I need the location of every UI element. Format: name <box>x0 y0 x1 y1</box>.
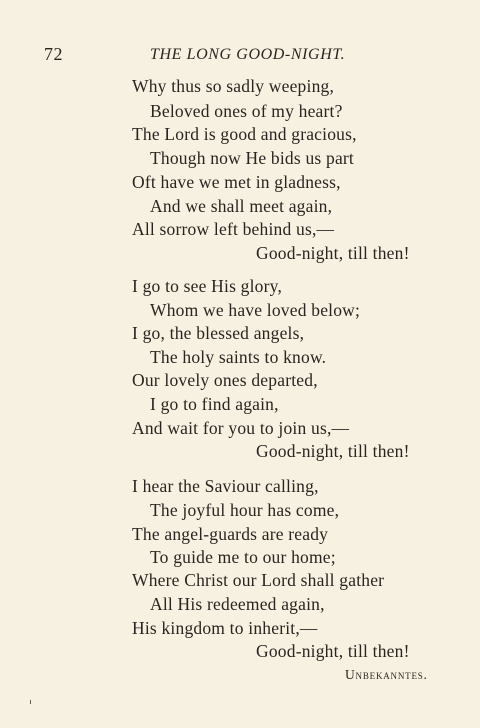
running-title: THE LONG GOOD-NIGHT. <box>150 46 346 63</box>
poem-line: I go to find again, <box>150 394 279 414</box>
poem-line: The Lord is good and gracious, <box>132 124 357 144</box>
poem-line: Why thus so sadly weeping, <box>132 76 335 96</box>
poem-line: Oft have we met in gladness, <box>132 172 341 192</box>
poem-line: Whom we have loved below; <box>150 300 361 320</box>
poem-line: Though now He bids us part <box>150 148 354 168</box>
refrain-line: Good-night, till then! <box>256 641 410 661</box>
poem-line: The holy saints to know. <box>150 347 327 367</box>
poem-line: I go to see His glory, <box>132 276 283 296</box>
poem-line: I hear the Saviour calling, <box>132 476 319 496</box>
poem-line: Where Christ our Lord shall gather <box>132 570 385 590</box>
page-number: 72 <box>44 44 63 64</box>
poem-line: His kingdom to inherit,— <box>132 618 318 638</box>
poem-line: To guide me to our home; <box>150 547 336 567</box>
poem-line: All sorrow left behind us,— <box>132 219 335 239</box>
poem-line: Beloved ones of my heart? <box>150 101 343 121</box>
poem-line: And we shall meet again, <box>150 196 333 216</box>
ink-speck <box>30 700 31 704</box>
poem-line: The angel-guards are ready <box>132 524 329 544</box>
poem-line: I go, the blessed angels, <box>132 323 305 343</box>
poem-line: The joyful hour has come, <box>150 500 340 520</box>
attribution: Unbekanntes. <box>345 667 428 682</box>
refrain-line: Good-night, till then! <box>256 243 410 263</box>
poem-line: And wait for you to join us,— <box>132 418 350 438</box>
refrain-line: Good-night, till then! <box>256 441 410 461</box>
poem-line: Our lovely ones departed, <box>132 370 318 390</box>
poem-line: All His redeemed again, <box>150 594 325 614</box>
